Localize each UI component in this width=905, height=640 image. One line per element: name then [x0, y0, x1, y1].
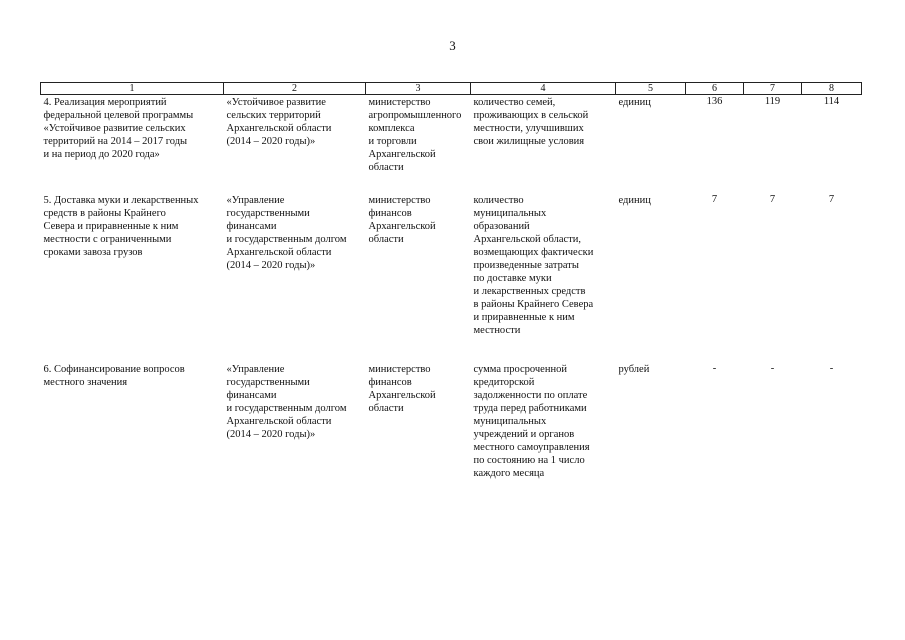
column-header-3: 3	[366, 83, 471, 95]
table-row	[41, 362, 862, 493]
indicator-cell: количество муниципальных образований Архангельской области, возмещающих фактически произведенные затраты по доставке муки и лекарственных средств в районы Крайнего Севера и приравненные к ним местности	[473, 195, 594, 336]
indicator-cell: сумма просроченной кредиторской задолженности по оплате труда перед работниками муниципальных учреждений и органов местного самоуправления по состоянию на 1 число каждого месяца	[473, 364, 590, 479]
table-header-row	[41, 83, 862, 95]
executor-cell: министерство финансов Архангельской области	[368, 364, 436, 414]
column-header-6: 6	[686, 83, 744, 95]
program-cell: «Управление государственными финансами и государственным долгом Архангельской области (2014 – 2020 годы)»	[226, 364, 347, 440]
measure-cell: 4. Реализация мероприятий федеральной целевой программы «Устойчивое развитие сельских территорий на 2014 – 2017 годы и на период до 2020 года»	[43, 97, 194, 160]
column-header-5: 5	[616, 83, 686, 95]
unit-cell: единиц	[618, 195, 651, 206]
value-cell-6: 136	[706, 96, 723, 107]
value-cell-6: -	[712, 363, 717, 374]
program-cell: «Управление государственными финансами и государственным долгом Архангельской области (2014 – 2020 годы)»	[226, 195, 347, 271]
value-cell-6: 7	[711, 194, 718, 205]
column-header-4: 4	[471, 83, 616, 95]
value-cell-8: -	[829, 363, 834, 374]
indicator-cell: количество семей, проживающих в сельской местности, улучшивших свои жилищные условия	[473, 97, 589, 147]
page-number: 3	[449, 38, 456, 53]
column-header-2: 2	[224, 83, 366, 95]
measure-cell: 5. Доставка муки и лекарственных средств в районы Крайнего Севера и приравненные к ним местности с ограниченными сроками завоза грузов	[43, 195, 199, 258]
unit-cell: рублей	[618, 364, 650, 375]
program-cell: «Устойчивое развитие сельских территорий Архангельской области (2014 – 2020 годы)»	[226, 97, 332, 147]
value-cell-7: -	[770, 363, 775, 374]
column-header-8: 8	[802, 83, 862, 95]
table-row	[41, 193, 862, 362]
value-cell-8: 114	[823, 96, 840, 107]
table-row	[41, 95, 862, 194]
value-cell-8: 7	[828, 194, 835, 205]
value-cell-7: 7	[769, 194, 776, 205]
executor-cell: министерство агропромышленного комплекса и торговли Архангельской области	[368, 97, 462, 173]
column-header-7: 7	[744, 83, 802, 95]
value-cell-7: 119	[764, 96, 781, 107]
measure-cell: 6. Софинансирование вопросов местного значения	[43, 364, 185, 388]
column-header-1: 1	[41, 83, 224, 95]
unit-cell: единиц	[618, 97, 651, 108]
indicators-table	[40, 82, 862, 493]
executor-cell: министерство финансов Архангельской области	[368, 195, 436, 245]
